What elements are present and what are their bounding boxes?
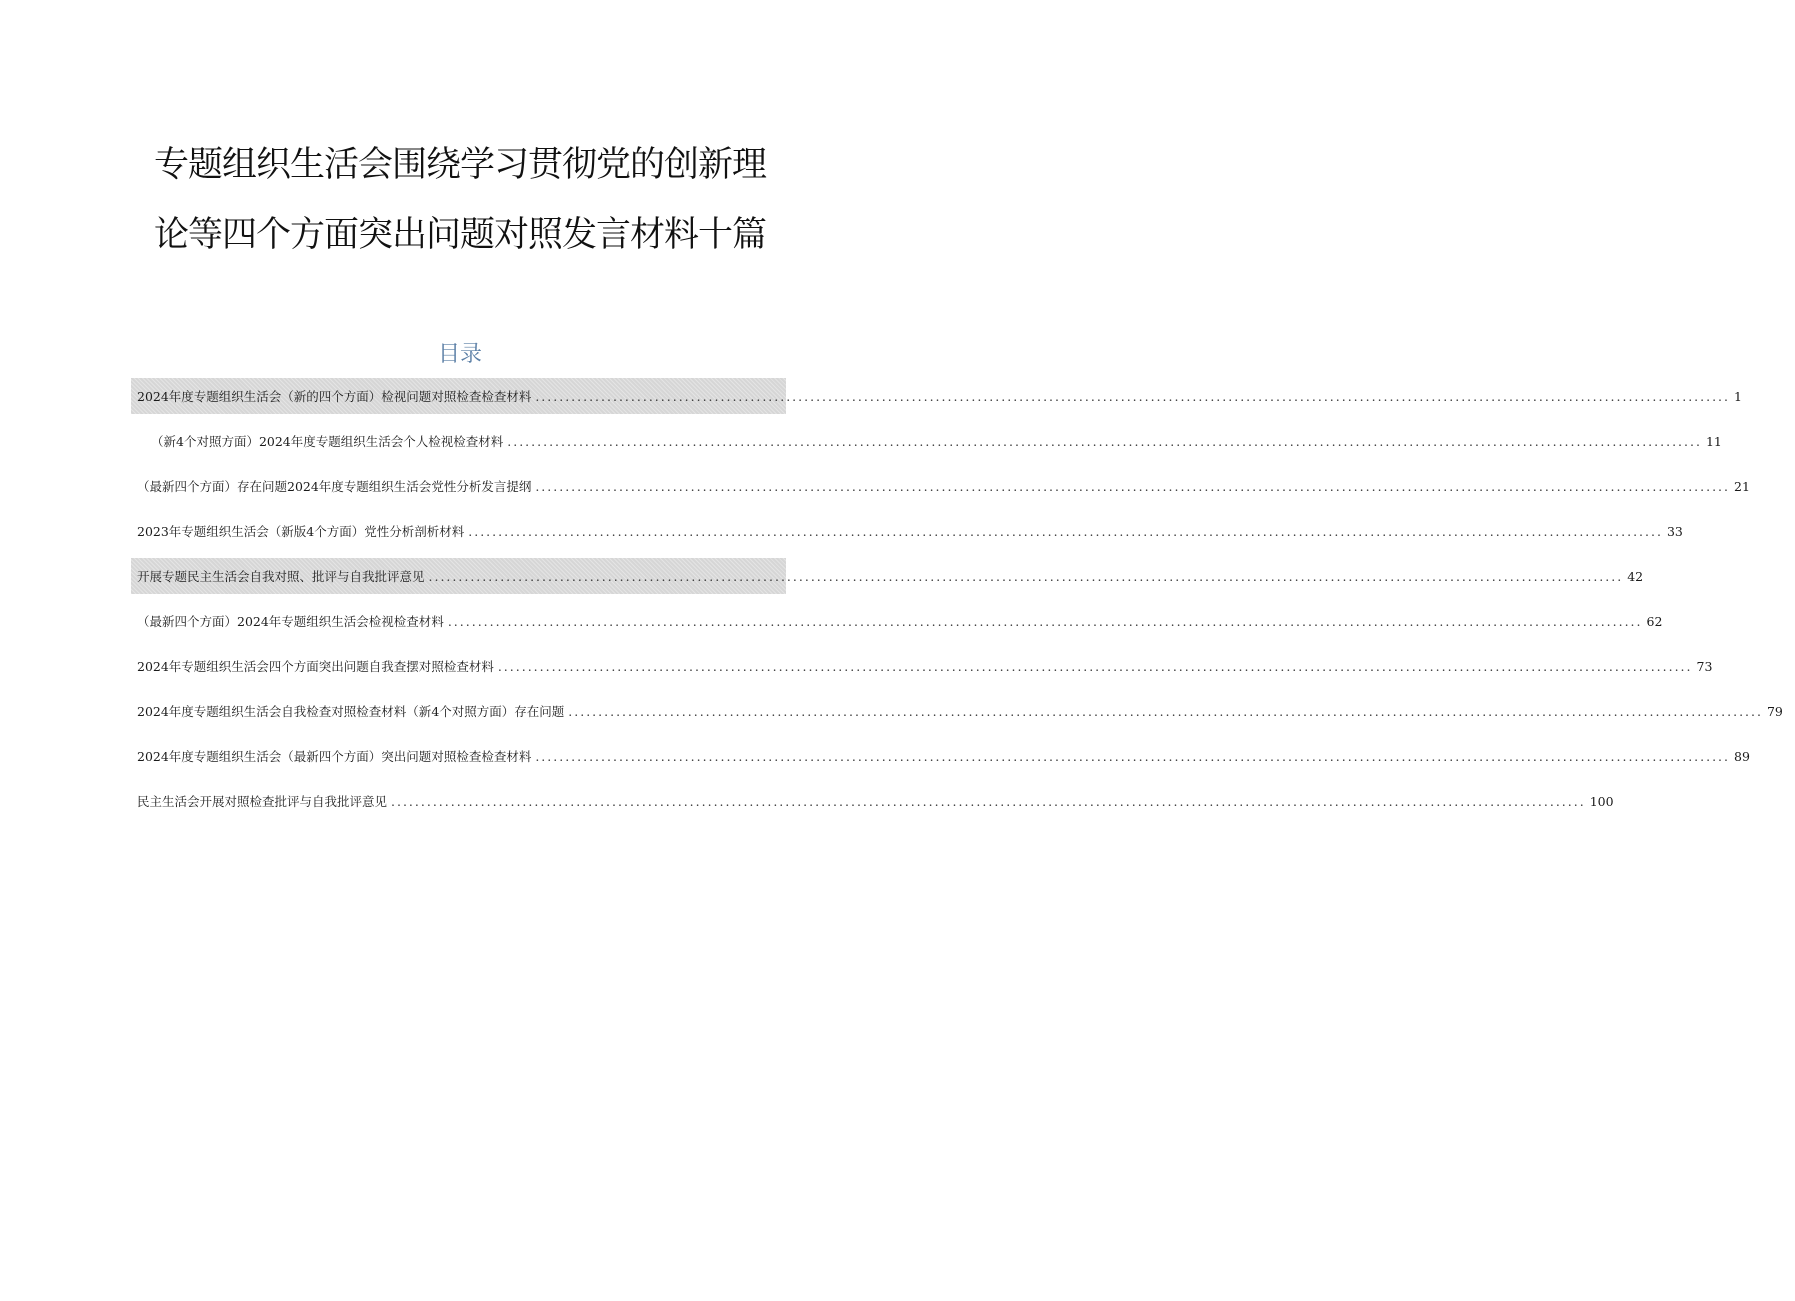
toc-heading: 目录 [437, 342, 482, 367]
toc-page-number: 42 [1627, 568, 1644, 584]
toc-page-number: 89 [1734, 748, 1750, 764]
toc-page-number: 100 [1589, 793, 1614, 809]
toc-leader-dots: ........................................................................................................................................................................................................ [535, 748, 1731, 764]
toc-entry-title: 2024年度专题组织生活会（新的四个方面）检视问题对照检查检查材料 [137, 389, 532, 404]
toc-entry-title: 2024年度专题组织生活会（最新四个方面）突出问题对照检查检查材料 [137, 749, 532, 764]
toc-page-number: 21 [1734, 478, 1750, 494]
toc-entry-title: （最新四个方面）存在问题2024年度专题组织生活会党性分析发言提纲 [137, 479, 532, 494]
toc-entry[interactable] [131, 738, 1750, 774]
toc-leader-dots: ........................................................................................................................................................................................................ [428, 568, 1624, 584]
toc-entry[interactable] [131, 648, 1713, 684]
toc-entry[interactable] [131, 558, 1644, 594]
toc-leader-dots: ........................................................................................................................................................................................................ [507, 433, 1702, 449]
toc-leader-dots: ........................................................................................................................................................................................................ [497, 658, 1693, 674]
toc-entry[interactable] [131, 693, 1783, 729]
toc-leader-dots: ........................................................................................................................................................................................................ [447, 613, 1643, 629]
toc-page-number: 11 [1705, 433, 1722, 449]
toc-entry[interactable] [131, 783, 1614, 819]
toc-page-number: 62 [1646, 613, 1663, 629]
toc-leader-dots: ........................................................................................................................................................................................................ [535, 478, 1731, 494]
toc-leader-dots: ........................................................................................................................................................................................................ [468, 523, 1663, 539]
toc-entry-title: 2023年专题组织生活会（新版4个方面）党性分析剖析材料 [137, 524, 465, 539]
toc-entry-title: （新4个对照方面）2024年度专题组织生活会个人检视检查材料 [151, 434, 504, 449]
toc-entry[interactable] [131, 423, 1722, 459]
toc-page-number: 79 [1766, 703, 1783, 719]
toc-entry-title: 2024年度专题组织生活会自我检查对照检查材料（新4个对照方面）存在问题 [137, 704, 565, 719]
document-title [0, 130, 920, 270]
toc-entry-title: 2024年专题组织生活会四个方面突出问题自我查摆对照检查材料 [137, 659, 494, 674]
toc-entry-title: 民主生活会开展对照检查批评与自我批评意见 [137, 794, 388, 809]
toc-leader-dots: ........................................................................................................................................................................................................ [568, 703, 1763, 719]
toc-leader-dots: ........................................................................................................................................................................................................ [391, 793, 1586, 809]
title-line-2: 论等四个方面突出问题对照发言材料十篇 [153, 215, 766, 255]
toc-entry[interactable] [131, 378, 1742, 414]
toc-entry[interactable] [131, 603, 1663, 639]
toc-entry[interactable] [131, 468, 1750, 504]
toc-entry-title: 开展专题民主生活会自我对照、批评与自我批评意见 [137, 569, 425, 584]
toc-page-number: 33 [1666, 523, 1683, 539]
toc-entry-title: （最新四个方面）2024年专题组织生活会检视检查材料 [137, 614, 444, 629]
toc-leader-dots: ........................................................................................................................................................................................................ [535, 388, 1731, 404]
toc-entry[interactable] [131, 513, 1683, 549]
toc-page-number: 1 [1734, 388, 1742, 404]
toc-page-number: 73 [1696, 658, 1713, 674]
title-line-1: 专题组织生活会围绕学习贯彻党的创新理 [153, 145, 766, 185]
